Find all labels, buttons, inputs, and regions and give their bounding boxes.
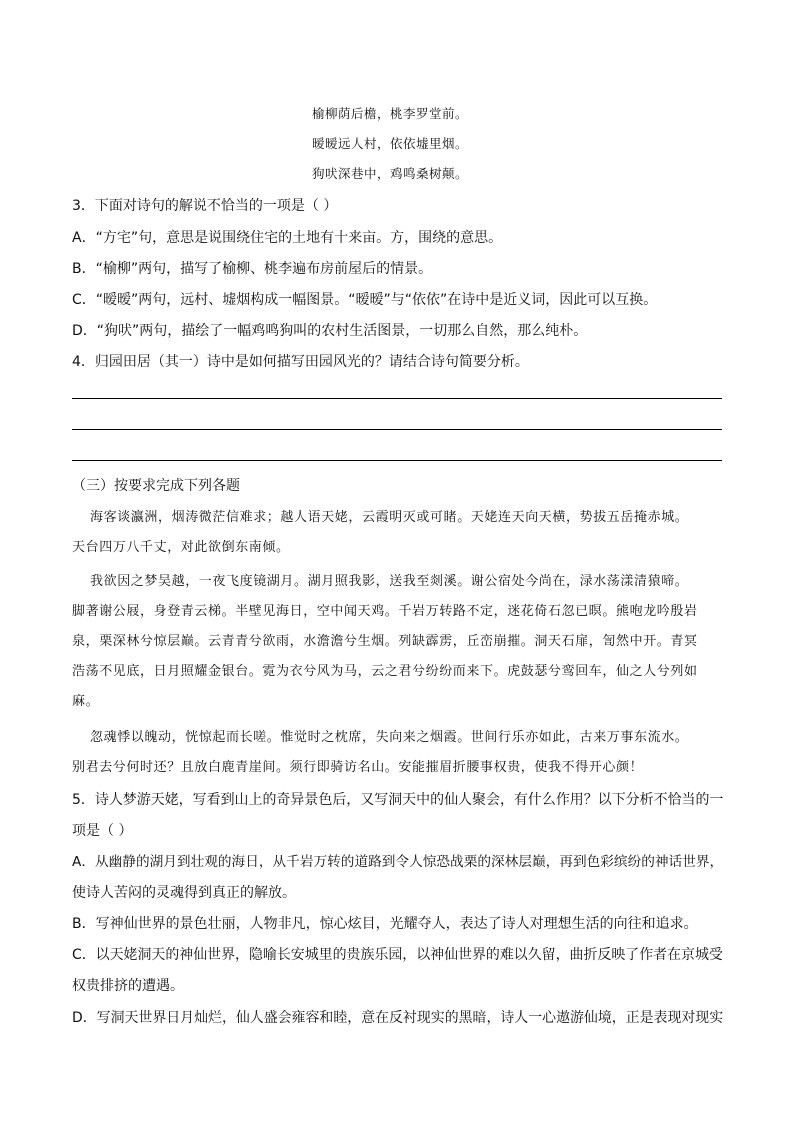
question-3-option-a: A．“方宅”句，意思是说围绕住宅的土地有十来亩。方，围绕的意思。 (72, 230, 503, 246)
passage-line: 泉，栗深林兮惊层巅。云青青兮欲雨，水澹澹兮生烟。列缺霹雳，丘峦崩摧。洞天石扉，訇然中开。青冥 (72, 634, 698, 649)
question-3-option-c: C．“暧暧”两句，远村、墟烟构成一幅图景。“暧暧”与“依依”在诗中是近义词，因此可以互换。 (72, 292, 658, 308)
answer-line (72, 429, 722, 430)
passage-line: 脚著谢公屐，身登青云梯。半壁见海日，空中闻天鸡。千岩万转路不定，迷花倚石忽已暝。熊咆龙吟殷岩 (72, 604, 698, 619)
passage-line: 我欲因之梦吴越，一夜飞度镜湖月。湖月照我影，送我至剡溪。谢公宿处今尚在，渌水荡漾清猿啼。 (90, 574, 689, 589)
question-5-option-b: B．写神仙世界的景色壮丽，人物非凡，惊心炫目，光耀夺人，表达了诗人对理想生活的向往和追求。 (72, 916, 698, 932)
poem-line: 狗吠深巷中，鸡鸣桑树颠。 (312, 166, 469, 181)
passage-line: 天台四万八千丈，对此欲倒东南倾。 (72, 540, 290, 555)
question-5-option-d: D．写洞天世界日月灿烂，仙人盛会雍容和睦，意在反衬现实的黑暗，诗人一心遨游仙境，正是表现对现实 (72, 1010, 724, 1026)
question-3-option-b: B．“榆柳”两句，描写了榆柳、桃李遍布房前屋后的情景。 (72, 261, 433, 277)
passage-line: 麻。 (72, 694, 100, 709)
section-heading: （三）按要求完成下列各题 (72, 478, 240, 494)
poem-line: 暧暧远人村，依依墟里烟。 (312, 136, 469, 151)
answer-line (72, 398, 722, 399)
passage-line: 海客谈瀛洲，烟涛微茫信难求；越人语天姥，云霞明灭或可睹。天姥连天向天横，势拔五岳掩赤城。 (90, 510, 689, 525)
poem-line: 榆柳荫后檐，桃李罗堂前。 (312, 106, 469, 121)
passage-line: 浩荡不见底，日月照耀金银台。霓为衣兮风为马，云之君兮纷纷而来下。虎鼓瑟兮鸾回车，仙之人兮列如 (72, 664, 698, 679)
question-5-option-a: A．从幽静的湖月到壮观的海日，从千岩万转的道路到令人惊恐战栗的深林层巅，再到色彩缤纷的神话世界， (72, 854, 724, 870)
question-5-option-a-cont: 使诗人苦闷的灵魂得到真正的解放。 (72, 885, 296, 901)
passage-line: 别君去兮何时还？且放白鹿青崖间。须行即骑访名山。安能摧眉折腰事权贵，使我不得开心颜！ (72, 760, 644, 775)
question-5-stem: 项是（ ） (72, 823, 133, 839)
question-4-stem: 4．归园田居（其一）诗中是如何描写田园风光的？请结合诗句简要分析。 (72, 354, 529, 370)
question-5-option-c-cont: 权贵排挤的遭遇。 (72, 978, 184, 994)
passage-line: 忽魂悸以魄动，恍惊起而长嗟。惟觉时之枕席，失向来之烟霞。世间行乐亦如此，古来万事东流水。 (90, 730, 689, 745)
answer-line (72, 460, 722, 461)
question-3-stem: 3．下面对诗句的解说不恰当的一项是（ ） (72, 198, 338, 214)
question-5-option-c: C．以天姥洞天的神仙世界，隐喻长安城里的贵族乐园，以神仙世界的难以久留，曲折反映了作者在京城受 (72, 947, 723, 963)
question-3-option-d: D．“狗吠”两句，描绘了一幅鸡鸣狗叫的农村生活图景，一切那么自然，那么纯朴。 (72, 323, 588, 339)
question-5-stem: 5．诗人梦游天姥，写看到山上的奇异景色后，又写洞天中的仙人聚会，有什么作用？以下分析不恰当的一 (72, 792, 724, 808)
